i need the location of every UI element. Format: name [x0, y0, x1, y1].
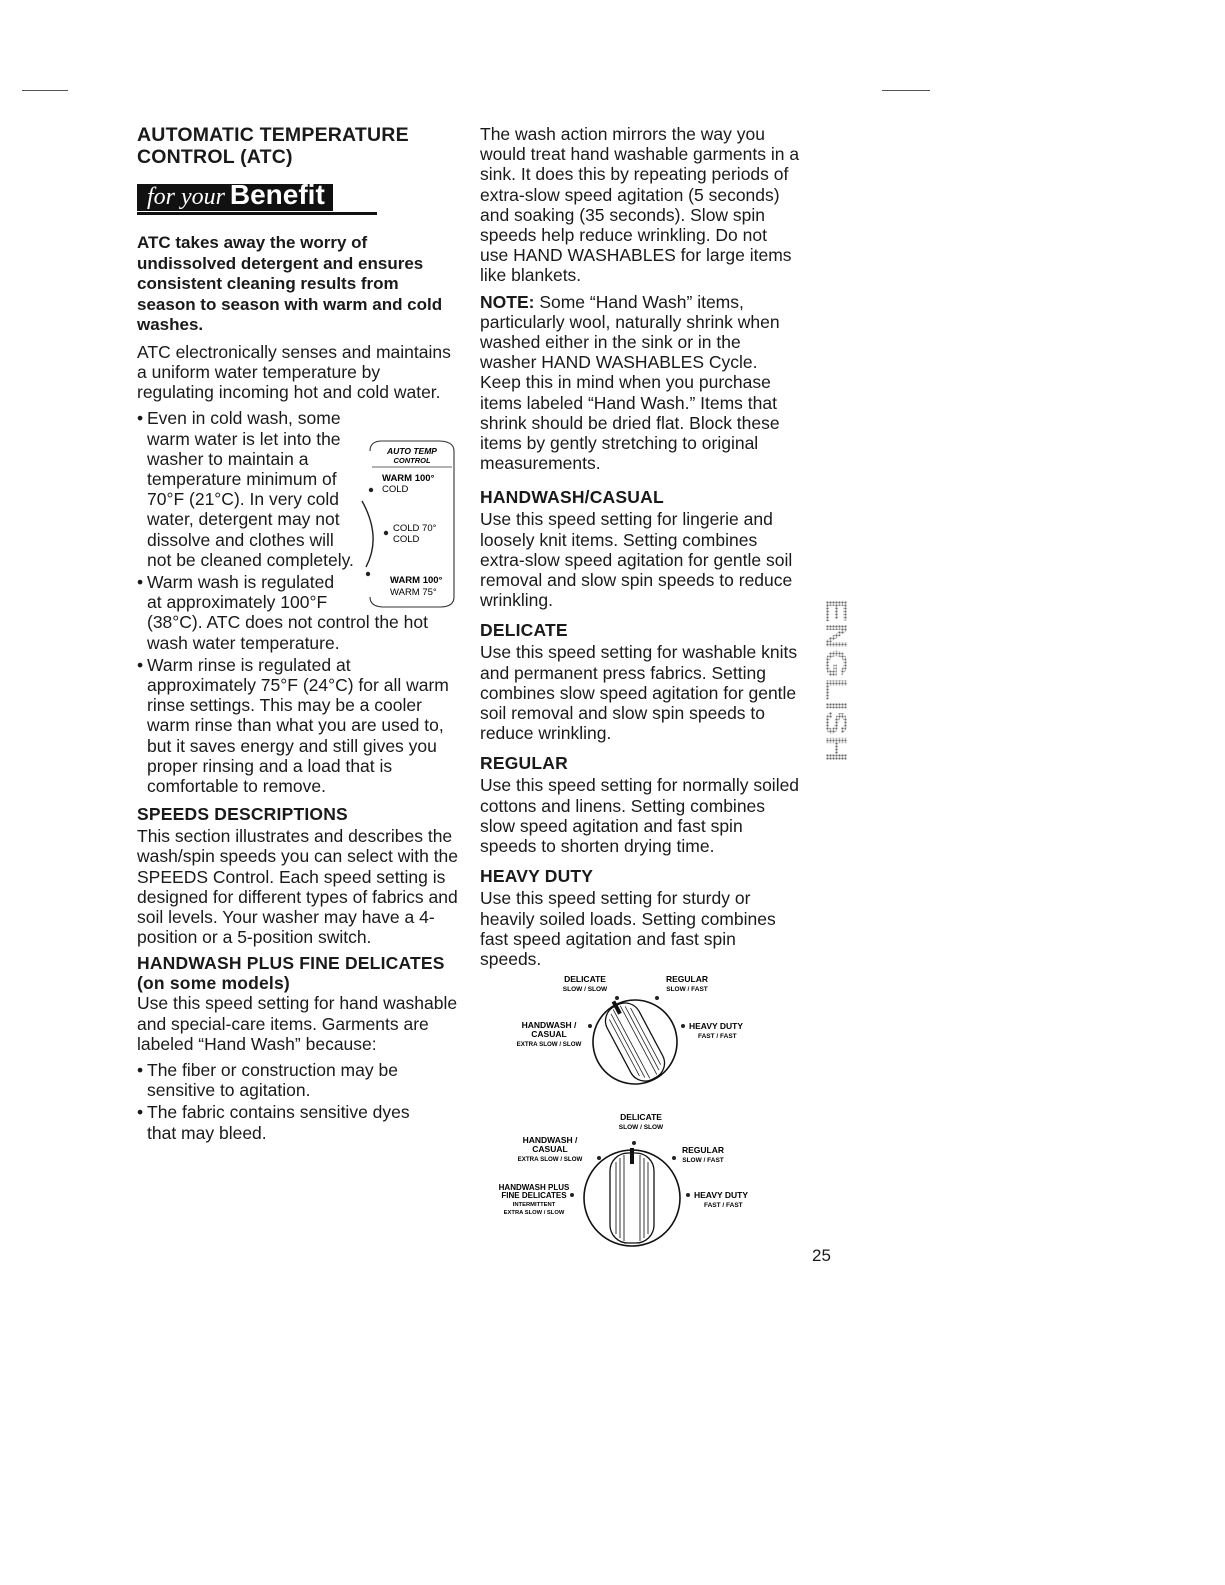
dial4-hd-sub: FAST / FAST [698, 1033, 737, 1040]
english-tab-text: ENGLISH [819, 598, 852, 732]
hwp-bullet-fiber: • The fiber or construction may be sensitive to agitation. [137, 1060, 437, 1100]
english-side-tab [816, 596, 852, 766]
atc-bullet-cold-line: Even in cold wash, some [147, 408, 341, 429]
handwash-casual-text: Use this speed setting for lingerie and loosely knit items. Setting combines extra-slow speed agitation for gentle soil removal and slow spin speeds to reduce wrinkling. [480, 509, 793, 611]
dial5-hwp1: HANDWASH PLUS [498, 1183, 570, 1192]
hwp-bullets [137, 1060, 437, 1143]
dial5-delicate-sub: SLOW / SLOW [618, 1124, 664, 1131]
atc-header2: CONTROL [393, 456, 431, 465]
delicate-text: Use this speed setting for washable knits and permanent press fabrics. Setting combines slow speed agitation for gentle soil removal and slow spin speeds to reduce wrinkling. [480, 642, 798, 744]
dial4-hd: HEAVY DUTY [689, 1021, 744, 1031]
speeds-dial-5-position [498, 1110, 778, 1250]
handwash-casual-title: HANDWASH/CASUAL [480, 487, 664, 508]
top-rule-left [22, 90, 68, 91]
heavy-duty-title: HEAVY DUTY [480, 866, 594, 887]
atc-bullet-cold-line: not be cleaned completely. [147, 549, 354, 570]
atc-bullet-warm-line: Warm wash is regulated [147, 571, 335, 592]
atc-header1: AUTO TEMP [387, 446, 437, 456]
speeds-text: This section illustrates and describes the wash/spin speeds you can select with the SPEEDS Control. Each speed setting is designed for different types of fabrics and soil levels. Your washer may have a 4-position or a 5-position switch. [137, 826, 459, 948]
auto-temp-control-figure [360, 437, 460, 611]
dial4-regular: REGULAR [665, 974, 709, 984]
atc-bullet-cold-line: washer to maintain a [147, 448, 309, 469]
atc-row2a: COLD 70° [393, 523, 437, 534]
atc-bullet-cold-line: temperature minimum of [147, 468, 337, 489]
atc-lead: ATC takes away the worry of undissolved detergent and ensures consistent cleaning results from season to season with warm and cold washes. [137, 233, 443, 335]
atc-row1b: COLD [382, 484, 409, 495]
atc-row3b: WARM 75° [390, 587, 437, 598]
atc-row2b: COLD [393, 534, 420, 545]
atc-title-line1: AUTOMATIC TEMPERATURE [137, 124, 409, 146]
dial5-hwp4: EXTRA SLOW / SLOW [503, 1210, 565, 1216]
right-column [480, 124, 800, 975]
atc-bullet-warm-line: at approximately 100°F [147, 592, 328, 613]
left-column [137, 124, 467, 1151]
hwp-text: Use this speed setting for hand washable and special-care items. Garments are labeled “Hand Wash” because: [137, 993, 458, 1054]
dial5-hw-sub: EXTRA SLOW / SLOW [517, 1156, 583, 1163]
dial5-regular: REGULAR [681, 1145, 725, 1155]
atc-bullet-warm-line: (38°C). ATC does not control the hot [147, 612, 428, 633]
dial4-delicate: DELICATE [564, 974, 606, 984]
hwp-subtitle: (on some models) [137, 973, 290, 994]
page-number: 25 [812, 1246, 831, 1265]
atc-title-line2: CONTROL (ATC) [137, 146, 293, 168]
dial5-hwp3: INTERMITTENT [512, 1202, 556, 1208]
atc-bullet-cold-line: 70°F (21°C). In very cold [147, 489, 339, 510]
dial5-knob [584, 1148, 680, 1246]
hw-note [480, 292, 800, 474]
dial4-hw2: CASUAL [531, 1029, 567, 1039]
for-your-benefit-badge [137, 179, 377, 215]
atc-row3a: WARM 100° [390, 575, 443, 586]
regular-text: Use this speed setting for normally soiled cottons and linens. Setting combines slow speed agitation and fast spin speeds to shorten drying time. [480, 775, 800, 857]
atc-bullet-cold-line: dissolve and clothes will [147, 529, 334, 550]
dial5-regular-sub: SLOW / FAST [682, 1157, 724, 1164]
top-rule-right [882, 90, 930, 91]
dial4-regular-sub: SLOW / FAST [666, 986, 708, 993]
dial4-hw1: HANDWASH / [521, 1020, 577, 1030]
delicate-title: DELICATE [480, 620, 568, 641]
atc-bullet-rinse: • Warm rinse is regulated at approximately 75°F (24°C) for all warm rinse settings. This may be a cooler warm rinse than what you are used to, but it saves energy and still gives you proper rinsing and a load that is comfortable to remove. [137, 655, 459, 796]
dial4-hw-sub: EXTRA SLOW / SLOW [516, 1041, 582, 1048]
atc-bullet-cold-line: water, detergent may not [147, 509, 340, 530]
atc-intro: ATC electronically senses and maintains a uniform water temperature by regulating incoming hot and cold water. [137, 341, 451, 403]
hw-desc-text: The wash action mirrors the way you would treat hand washable garments in a sink. It does this by repeating periods of extra-slow speed agitation (5 seconds) and soaking (35 seconds). Slow spin speeds help reduce wrinkling. Do not use HAND WASHABLES for large items like blankets. [480, 124, 800, 286]
atc-row1a: WARM 100° [382, 473, 435, 484]
atc-bullet-warm-line: wash water temperature. [147, 632, 340, 653]
dial5-hwp2: FINE DELICATES [501, 1191, 567, 1200]
speeds-dial-4-position [505, 970, 775, 1090]
dial5-hd: HEAVY DUTY [694, 1190, 749, 1200]
dial4-delicate-sub: SLOW / SLOW [562, 986, 608, 993]
hwp-title: HANDWASH PLUS FINE DELICATES [137, 953, 445, 974]
dial5-delicate: DELICATE [620, 1112, 662, 1122]
dial5-hd-sub: FAST / FAST [704, 1202, 743, 1209]
badge-text-a: for your [147, 184, 225, 210]
regular-title: REGULAR [480, 753, 568, 774]
note-label: NOTE: [480, 291, 535, 312]
hwp-bullet-dyes: • The fabric contains sensitive dyes that may bleed. [137, 1102, 437, 1142]
atc-bullet-cold-line: warm water is let into the [147, 428, 341, 449]
badge-text-b: Benefit [229, 179, 325, 210]
heavy-duty-text: Use this speed setting for sturdy or heavily soiled loads. Setting combines fast speed agitation and fast spin speeds. [480, 888, 776, 969]
note-text: Some “Hand Wash” items, particularly wool, naturally shrink when washed either in the sink or in the washer HAND WASHABLES Cycle. Keep this in mind when you purchase items labeled “Hand Wash.” Items that shrink should be dried flat. Block these items by gently stretching to original measurements. [480, 291, 780, 474]
speeds-title: SPEEDS DESCRIPTIONS [137, 804, 348, 825]
dial5-hw1: HANDWASH / [522, 1135, 578, 1145]
dial4-knob [576, 982, 691, 1090]
dial5-hw2: CASUAL [532, 1144, 568, 1154]
